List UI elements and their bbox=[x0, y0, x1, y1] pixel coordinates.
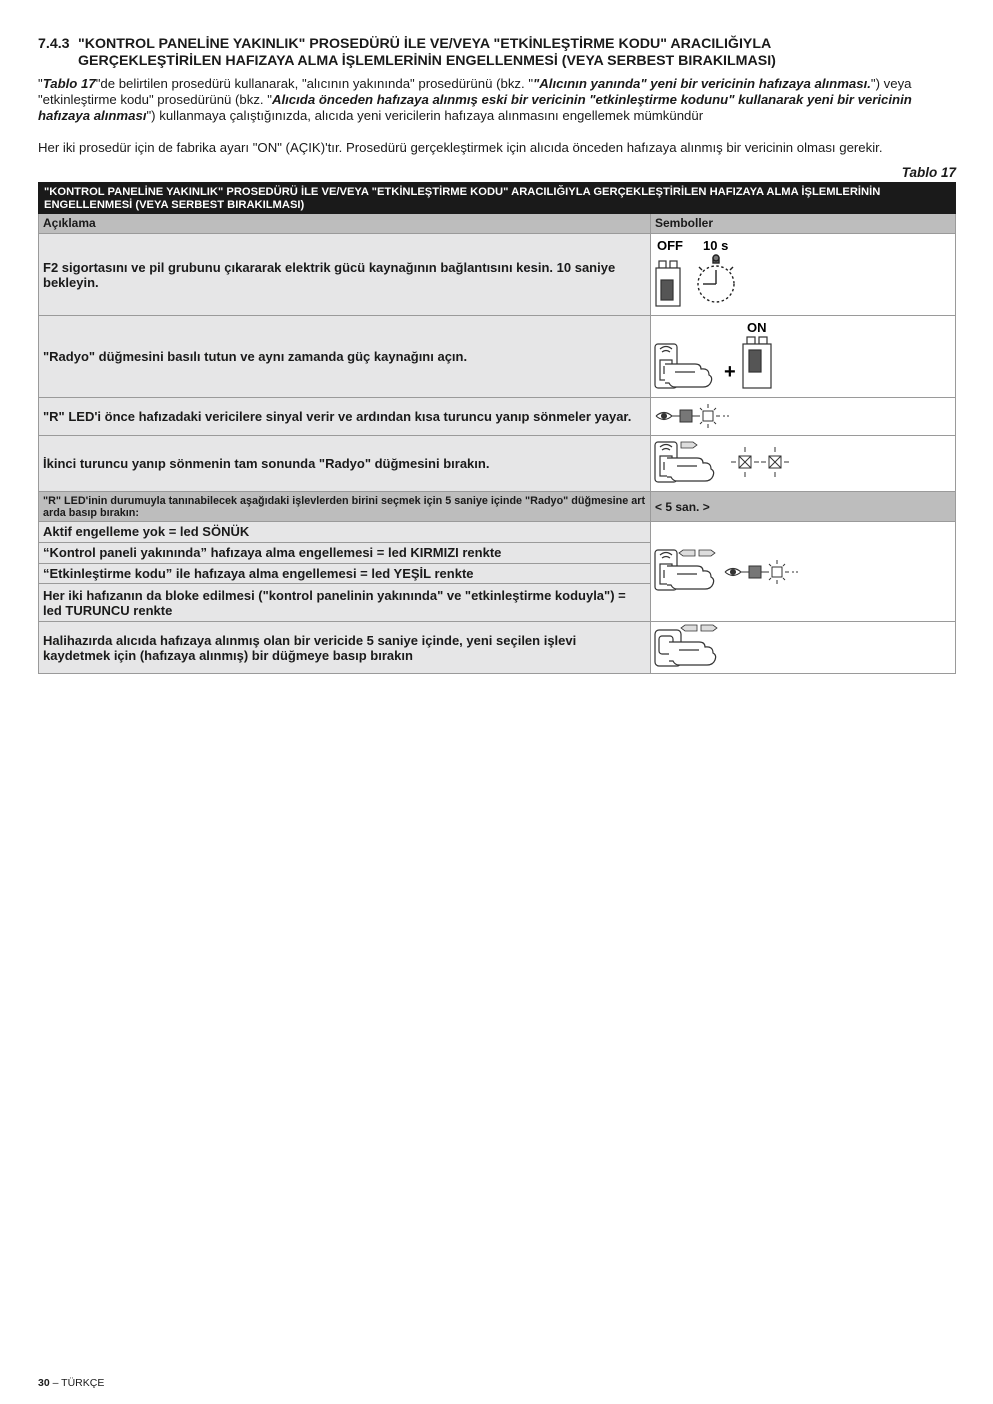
intro-text-2: ") veya "etkinleştirme kodu" prosedürünü (bkz. " bbox=[38, 76, 912, 107]
intro-text-1: "de belirtilen prosedürü kullanarak, "alıcının yakınında" prosedürünü (bkz. " bbox=[95, 76, 534, 91]
table-title: "KONTROL PANELİNE YAKINLIK" PROSEDÜRÜ İLE VE/VEYA "ETKİNLEŞTİRME KODU" ARACILIĞIYLA GERÇEKLEŞTİRİLEN HAFIZAYA ALMA İŞLEMLERİNİN ENGELLENMESİ (VEYA SERBEST BIRAKILMASI) bbox=[39, 183, 956, 214]
led-steady-icon bbox=[680, 410, 692, 422]
eye-icon bbox=[656, 413, 672, 420]
led-sequence-icon bbox=[651, 398, 955, 432]
row4-symbols bbox=[651, 436, 956, 492]
col-header-symbols: Semboller bbox=[651, 214, 956, 234]
option-no-block: Aktif engelleme yok = led SÖNÜK bbox=[39, 522, 651, 543]
led-steady-icon bbox=[749, 566, 761, 578]
transmitter-press-icon bbox=[651, 622, 955, 670]
led-orange-blink-icon-2 bbox=[761, 447, 789, 477]
factory-setting-paragraph: Her iki prosedür için de fabrika ayarı "ON" (AÇIK)'tır. Prosedürü gerçekleştirmek için alıcıda önceden hafızaya alınmış bir vericinin olması gerekir. bbox=[38, 140, 883, 155]
led-blink-icon bbox=[765, 560, 789, 584]
breaker-off-icon bbox=[656, 261, 680, 306]
section-heading bbox=[38, 36, 956, 70]
footer-language: – TÜRKÇE bbox=[49, 1377, 105, 1389]
intro-ref-code: Alıcıda önceden hafızaya alınmış eski bir vericinin "etkinleştirme kodunu" kullanarak yeni bir vericinin hafızaya alınması bbox=[38, 92, 912, 123]
table-caption: Tablo 17 bbox=[901, 165, 956, 180]
row4-description: İkinci turuncu yanıp sönmenin tam sonunda "Radyo" düğmesini bırakın. bbox=[39, 436, 651, 492]
intro-text-3: ") kullanmaya çalıştığınızda, alıcıda yeni vericilerin hafızaya alınmasını engellemek mümkündür bbox=[146, 108, 704, 123]
time-label: 10 s bbox=[703, 238, 729, 253]
page-content bbox=[38, 36, 956, 674]
row7-symbols bbox=[651, 622, 956, 674]
section-title-line2: GERÇEKLEŞTİRİLEN HAFIZAYA ALMA İŞLEMLERİNİN ENGELLENMESİ (VEYA SERBEST BIRAKILMASI) bbox=[78, 53, 776, 69]
release-arrow-icon bbox=[681, 442, 697, 448]
section-number: 7.4.3 bbox=[38, 36, 70, 52]
pressing-hand-icon bbox=[669, 642, 716, 665]
power-off-timer-icon bbox=[651, 234, 955, 312]
options-symbols bbox=[651, 522, 956, 622]
page-number: 30 bbox=[38, 1377, 50, 1389]
procedure-table bbox=[38, 182, 956, 674]
intro-quote: " bbox=[38, 76, 43, 91]
breaker-on-icon bbox=[743, 337, 771, 388]
off-label: OFF bbox=[657, 238, 683, 253]
led-orange-blink-icon bbox=[731, 447, 759, 477]
release-radio-icon bbox=[651, 436, 955, 488]
col-header-description: Açıklama bbox=[39, 214, 651, 234]
intro-paragraph bbox=[38, 76, 956, 124]
row1-description: F2 sigortasını ve pil grubunu çıkararak elektrik gücü kaynağının bağlantısını kesin. 10 saniye bekleyin. bbox=[39, 234, 651, 316]
releasing-hand-icon bbox=[667, 458, 714, 481]
row3-description: "R" LED'i önce hafızadaki vericilere sinyal verir ve ardından kısa turuncu yanıp sönmeler yayar. bbox=[39, 398, 651, 436]
intro-ref-table: Tablo 17 bbox=[42, 76, 96, 91]
page-footer bbox=[38, 1377, 104, 1389]
option-code-block: “Etkinleştirme kodu” ile hafızaya alma engellemesi = led YEŞİL renkte bbox=[39, 563, 651, 584]
press-release-arrows-icon bbox=[679, 550, 715, 556]
repeated-press-led-icon bbox=[651, 522, 955, 618]
row5-symbol-time: < 5 san. > bbox=[651, 492, 956, 522]
eye-icon bbox=[725, 569, 741, 576]
section-title-line1: "KONTROL PANELİNE YAKINLIK" PROSEDÜRÜ İLE VE/VEYA "ETKİNLEŞTİRME KODU" ARACILIĞIYLA bbox=[78, 36, 772, 52]
on-label: ON bbox=[747, 320, 767, 335]
option-near-block: “Kontrol paneli yakınında” hafızaya alma engellemesi = led KIRMIZI renkte bbox=[39, 542, 651, 563]
press-release-arrows-icon bbox=[681, 625, 717, 631]
row2-symbols bbox=[651, 316, 956, 398]
stopwatch-icon bbox=[698, 255, 734, 302]
row3-symbols bbox=[651, 398, 956, 436]
row2-description: "Radyo" düğmesini basılı tutun ve aynı zamanda güç kaynağını açın. bbox=[39, 316, 651, 398]
plus-sign: + bbox=[724, 361, 736, 383]
radio-press-power-on-icon bbox=[651, 316, 955, 394]
led-blink-icon bbox=[696, 404, 720, 428]
option-both-block: Her iki hafızanın da bloke edilmesi ("kontrol panelinin yakınında" ve "etkinleştirme koduyla") = led TURUNCU renkte bbox=[39, 584, 651, 622]
pressing-hand-icon bbox=[667, 566, 714, 589]
row5-description: "R" LED'inin durumuyla tanınabilecek aşağıdaki işlevlerden birini seçmek için 5 saniye içinde "Radyo" düğmesine art arda basıp bırakın: bbox=[39, 492, 651, 522]
intro-ref-near: "Alıcının yanında" yeni bir vericinin hafızaya alınması. bbox=[533, 76, 871, 91]
row7-description: Halihazırda alıcıda hafızaya alınmış olan bir vericide 5 saniye içinde, yeni seçilen işlevi kaydetmek için (hafızaya alınmış) bir düğmeye basıp bırakın bbox=[39, 622, 651, 674]
row1-symbols bbox=[651, 234, 956, 316]
pressing-hand-icon bbox=[665, 364, 712, 387]
